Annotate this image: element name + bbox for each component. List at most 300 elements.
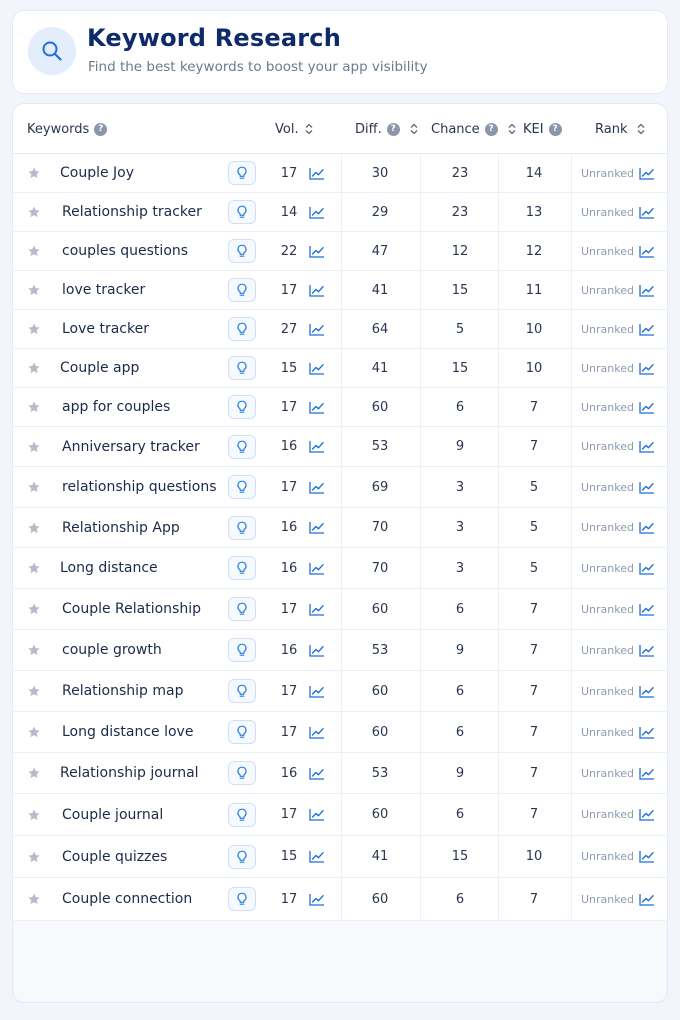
star-icon[interactable] xyxy=(27,878,41,920)
table-row[interactable] xyxy=(13,193,668,232)
rank-sort-icon[interactable] xyxy=(637,123,645,135)
kei-value: 7 xyxy=(529,891,539,907)
table-row[interactable] xyxy=(13,427,668,467)
lightbulb-icon[interactable] xyxy=(228,638,256,662)
column-divider xyxy=(420,671,421,711)
column-divider xyxy=(498,349,499,387)
column-kei[interactable] xyxy=(523,104,562,154)
column-divider xyxy=(498,232,499,270)
table-row[interactable] xyxy=(13,232,668,271)
column-divider xyxy=(498,836,499,877)
column-vol-label: Vol. xyxy=(275,121,299,137)
table-row[interactable] xyxy=(13,753,668,794)
column-divider xyxy=(498,271,499,309)
column-chance-label: Chance xyxy=(431,121,480,137)
vol-value: 16 xyxy=(280,642,298,658)
vol-value: 17 xyxy=(280,479,298,495)
table-row[interactable] xyxy=(13,349,668,388)
vol-value: 17 xyxy=(280,282,298,298)
keyword-text: relationship questions xyxy=(62,479,217,495)
column-divider xyxy=(571,467,572,507)
column-rank-label: Rank xyxy=(595,121,628,137)
lightbulb-icon[interactable] xyxy=(228,356,256,380)
column-divider xyxy=(420,388,421,426)
column-divider xyxy=(420,271,421,309)
column-divider xyxy=(571,427,572,466)
lightbulb-icon[interactable] xyxy=(228,845,256,869)
column-divider xyxy=(341,794,342,835)
star-icon[interactable] xyxy=(27,671,41,711)
table-row[interactable] xyxy=(13,836,668,878)
kei-value: 10 xyxy=(525,321,543,337)
column-divider xyxy=(341,193,342,231)
vol-chart-icon[interactable] xyxy=(309,310,325,348)
column-divider xyxy=(571,712,572,752)
keyword-text: Couple Joy xyxy=(60,165,135,181)
lightbulb-icon[interactable] xyxy=(228,278,256,302)
keyword-text: couple growth xyxy=(62,642,162,658)
rank-value: Unranked xyxy=(581,166,634,180)
vol-chart-icon[interactable] xyxy=(309,671,325,711)
column-divider xyxy=(420,349,421,387)
chance-value: 9 xyxy=(455,765,465,781)
star-icon[interactable] xyxy=(27,548,41,588)
vol-chart-icon[interactable] xyxy=(309,836,325,877)
star-icon[interactable] xyxy=(27,388,41,426)
chance-value: 6 xyxy=(455,807,465,822)
column-divider xyxy=(341,508,342,547)
rank-value: Unranked xyxy=(581,521,634,534)
keyword-text: Relationship App xyxy=(62,519,180,536)
lightbulb-icon[interactable] xyxy=(228,475,256,499)
keywords-help-icon[interactable]: ? xyxy=(94,123,107,136)
column-divider xyxy=(341,349,342,387)
table-row[interactable] xyxy=(13,467,668,508)
lightbulb-icon[interactable] xyxy=(228,556,256,580)
column-divider xyxy=(420,467,421,507)
column-divider xyxy=(498,508,499,547)
search-icon xyxy=(41,40,63,62)
column-kei-label: KEI xyxy=(523,121,544,137)
column-chance[interactable] xyxy=(431,104,516,154)
diff-value: 60 xyxy=(371,683,389,699)
table-row[interactable] xyxy=(13,310,668,349)
column-divider xyxy=(498,753,499,793)
lightbulb-icon[interactable] xyxy=(228,679,256,703)
table-row[interactable] xyxy=(13,508,668,548)
kei-value: 12 xyxy=(525,243,543,259)
vol-value: 16 xyxy=(280,439,298,454)
keyword-text: Couple quizzes xyxy=(62,848,168,865)
rank-chart-icon[interactable] xyxy=(639,794,655,835)
keyword-text: Relationship tracker xyxy=(62,204,202,220)
column-divider xyxy=(420,310,421,348)
star-icon[interactable] xyxy=(27,271,41,309)
column-divider xyxy=(498,467,499,507)
star-icon[interactable] xyxy=(27,232,41,270)
column-divider xyxy=(420,193,421,231)
vol-chart-icon[interactable] xyxy=(309,794,325,835)
vol-value: 16 xyxy=(280,560,298,576)
lightbulb-icon[interactable] xyxy=(228,516,256,540)
column-divider xyxy=(571,310,572,348)
rank-value: Unranked xyxy=(581,643,634,657)
lightbulb-icon[interactable] xyxy=(228,239,256,263)
rank-value: Unranked xyxy=(581,400,634,414)
column-divider xyxy=(420,427,421,466)
chance-value: 15 xyxy=(451,849,469,864)
vol-chart-icon[interactable] xyxy=(309,467,325,507)
lightbulb-icon[interactable] xyxy=(228,435,256,459)
column-divider xyxy=(420,878,421,920)
chance-value: 23 xyxy=(451,165,469,181)
chance-value: 6 xyxy=(455,891,465,907)
rank-chart-icon[interactable] xyxy=(639,154,655,192)
kei-value: 5 xyxy=(529,479,539,495)
column-divider xyxy=(571,232,572,270)
rank-chart-icon[interactable] xyxy=(639,388,655,426)
column-divider xyxy=(498,310,499,348)
star-icon[interactable] xyxy=(27,193,41,231)
vol-chart-icon[interactable] xyxy=(309,712,325,752)
page-subtitle: Find the best keywords to boost your app visibility xyxy=(88,59,428,75)
table-row[interactable] xyxy=(13,589,668,630)
kei-help-icon[interactable]: ? xyxy=(549,123,562,136)
column-divider xyxy=(341,548,342,588)
lightbulb-icon[interactable] xyxy=(228,720,256,744)
rank-value: Unranked xyxy=(581,602,634,616)
diff-value: 47 xyxy=(371,243,389,259)
column-divider xyxy=(341,753,342,793)
table-row[interactable] xyxy=(13,794,668,836)
kei-value: 13 xyxy=(525,204,543,220)
rank-chart-icon[interactable] xyxy=(639,548,655,588)
rank-chart-icon[interactable] xyxy=(639,836,655,877)
diff-value: 29 xyxy=(371,204,389,220)
vol-value: 17 xyxy=(280,724,298,740)
kei-value: 7 xyxy=(529,765,539,781)
rank-chart-icon[interactable] xyxy=(639,193,655,231)
kei-value: 7 xyxy=(529,683,539,699)
kei-value: 10 xyxy=(525,849,543,864)
column-divider xyxy=(571,508,572,547)
star-icon[interactable] xyxy=(27,712,41,752)
column-diff-label: Diff. xyxy=(355,121,382,137)
rank-chart-icon[interactable] xyxy=(639,232,655,270)
column-divider xyxy=(571,349,572,387)
lightbulb-icon[interactable] xyxy=(228,395,256,419)
chance-value: 3 xyxy=(455,520,465,535)
keyword-text: love tracker xyxy=(62,282,146,298)
vol-chart-icon[interactable] xyxy=(309,388,325,426)
column-divider xyxy=(341,427,342,466)
rank-chart-icon[interactable] xyxy=(639,878,655,920)
table-row[interactable] xyxy=(13,154,668,193)
column-divider xyxy=(498,878,499,920)
diff-sort-icon[interactable] xyxy=(410,123,418,135)
vol-sort-icon[interactable] xyxy=(305,123,313,135)
chance-value: 6 xyxy=(455,399,465,415)
keyword-text: Long distance love xyxy=(62,724,194,740)
vol-chart-icon[interactable] xyxy=(309,154,325,192)
kei-value: 7 xyxy=(529,807,539,822)
table-row[interactable] xyxy=(13,271,668,310)
column-divider xyxy=(420,589,421,629)
rank-chart-icon[interactable] xyxy=(639,671,655,711)
vol-chart-icon[interactable] xyxy=(309,630,325,670)
diff-help-icon[interactable]: ? xyxy=(387,123,400,136)
rank-chart-icon[interactable] xyxy=(639,589,655,629)
keyword-text: couples questions xyxy=(62,243,189,259)
star-icon[interactable] xyxy=(27,349,41,387)
star-icon[interactable] xyxy=(27,154,41,192)
chance-value: 15 xyxy=(451,360,469,376)
kei-value: 14 xyxy=(525,165,543,181)
column-divider xyxy=(341,154,342,192)
vol-value: 15 xyxy=(280,360,298,376)
rank-chart-icon[interactable] xyxy=(639,310,655,348)
star-icon[interactable] xyxy=(27,630,41,670)
column-divider xyxy=(420,753,421,793)
diff-value: 70 xyxy=(371,560,389,576)
keyword-text: app for couples xyxy=(62,399,171,415)
keyword-text: Long distance xyxy=(60,560,158,576)
table-row[interactable] xyxy=(13,878,668,921)
lightbulb-icon[interactable] xyxy=(228,161,256,185)
star-icon[interactable] xyxy=(27,589,41,629)
star-icon[interactable] xyxy=(27,753,41,793)
kei-value: 5 xyxy=(529,520,539,535)
star-icon[interactable] xyxy=(27,508,41,547)
rank-chart-icon[interactable] xyxy=(639,349,655,387)
rank-value: Unranked xyxy=(581,808,634,821)
column-divider xyxy=(341,467,342,507)
vol-value: 27 xyxy=(280,321,298,337)
diff-value: 41 xyxy=(371,849,389,864)
kei-value: 11 xyxy=(525,282,543,298)
chance-value: 6 xyxy=(455,683,465,699)
keyword-text: Couple app xyxy=(60,360,140,376)
chance-value: 5 xyxy=(455,321,465,337)
kei-value: 7 xyxy=(529,601,539,617)
table-header xyxy=(13,104,668,154)
column-divider xyxy=(420,232,421,270)
column-divider xyxy=(571,878,572,920)
rank-value: Unranked xyxy=(581,561,634,575)
vol-value: 16 xyxy=(280,765,298,781)
vol-value: 14 xyxy=(280,204,298,220)
table-row[interactable] xyxy=(13,712,668,753)
column-divider xyxy=(341,836,342,877)
vol-value: 15 xyxy=(280,849,298,864)
column-keywords xyxy=(27,104,107,154)
column-divider xyxy=(498,548,499,588)
lightbulb-icon[interactable] xyxy=(228,200,256,224)
vol-chart-icon[interactable] xyxy=(309,349,325,387)
chance-help-icon[interactable]: ? xyxy=(485,123,498,136)
column-divider xyxy=(498,427,499,466)
column-divider xyxy=(498,712,499,752)
kei-value: 5 xyxy=(529,560,539,576)
search-icon-badge xyxy=(28,27,76,75)
keyword-text: Relationship journal xyxy=(60,765,199,781)
column-divider xyxy=(498,671,499,711)
rank-chart-icon[interactable] xyxy=(639,753,655,793)
diff-value: 60 xyxy=(371,724,389,740)
column-divider xyxy=(498,154,499,192)
keyword-table xyxy=(12,103,668,1003)
rank-chart-icon[interactable] xyxy=(639,712,655,752)
vol-value: 16 xyxy=(280,520,298,535)
column-rank[interactable] xyxy=(595,104,645,154)
kei-value: 7 xyxy=(529,439,539,454)
vol-value: 17 xyxy=(280,807,298,822)
chance-value: 3 xyxy=(455,479,465,495)
column-divider xyxy=(498,630,499,670)
vol-value: 17 xyxy=(280,165,298,181)
rank-value: Unranked xyxy=(581,480,634,494)
rank-chart-icon[interactable] xyxy=(639,508,655,547)
vol-chart-icon[interactable] xyxy=(309,548,325,588)
vol-chart-icon[interactable] xyxy=(309,753,325,793)
vol-chart-icon[interactable] xyxy=(309,589,325,629)
page-title: Keyword Research xyxy=(87,24,341,52)
column-divider xyxy=(420,712,421,752)
column-divider xyxy=(341,388,342,426)
rank-chart-icon[interactable] xyxy=(639,467,655,507)
rank-value: Unranked xyxy=(581,684,634,698)
header-card xyxy=(12,10,668,94)
vol-chart-icon[interactable] xyxy=(309,271,325,309)
chance-sort-icon[interactable] xyxy=(508,123,516,135)
diff-value: 53 xyxy=(371,642,389,658)
rank-value: Unranked xyxy=(581,850,634,863)
keyword-text: Anniversary tracker xyxy=(62,438,200,455)
rank-chart-icon[interactable] xyxy=(639,427,655,466)
rank-value: Unranked xyxy=(581,322,634,336)
star-icon[interactable] xyxy=(27,836,41,877)
table-row[interactable] xyxy=(13,671,668,712)
chance-value: 9 xyxy=(455,642,465,658)
column-divider xyxy=(341,712,342,752)
column-divider xyxy=(571,271,572,309)
rank-chart-icon[interactable] xyxy=(639,630,655,670)
diff-value: 70 xyxy=(371,520,389,535)
vol-chart-icon[interactable] xyxy=(309,878,325,920)
rank-value: Unranked xyxy=(581,244,634,258)
diff-value: 60 xyxy=(371,601,389,617)
table-row[interactable] xyxy=(13,630,668,671)
column-divider xyxy=(571,630,572,670)
column-divider xyxy=(341,878,342,920)
vol-chart-icon[interactable] xyxy=(309,508,325,547)
rank-chart-icon[interactable] xyxy=(639,271,655,309)
rank-value: Unranked xyxy=(581,725,634,739)
vol-value: 17 xyxy=(280,891,298,907)
column-divider xyxy=(498,794,499,835)
rank-value: Unranked xyxy=(581,283,634,297)
lightbulb-icon[interactable] xyxy=(228,887,256,911)
chance-value: 23 xyxy=(451,204,469,220)
column-divider xyxy=(498,388,499,426)
diff-value: 41 xyxy=(371,282,389,298)
diff-value: 30 xyxy=(371,165,389,181)
vol-chart-icon[interactable] xyxy=(309,427,325,466)
chance-value: 9 xyxy=(455,439,465,454)
column-divider xyxy=(571,193,572,231)
vol-value: 17 xyxy=(280,399,298,415)
column-divider xyxy=(571,388,572,426)
column-divider xyxy=(498,193,499,231)
diff-value: 69 xyxy=(371,479,389,495)
column-divider xyxy=(420,154,421,192)
column-divider xyxy=(571,671,572,711)
chance-value: 6 xyxy=(455,601,465,617)
rank-value: Unranked xyxy=(581,205,634,219)
column-divider xyxy=(420,508,421,547)
diff-value: 60 xyxy=(371,891,389,907)
keyword-text: Love tracker xyxy=(62,321,149,337)
keyword-text: Couple connection xyxy=(62,891,193,907)
diff-value: 53 xyxy=(371,765,389,781)
vol-chart-icon[interactable] xyxy=(309,232,325,270)
column-divider xyxy=(571,794,572,835)
column-vol[interactable] xyxy=(275,104,313,154)
diff-value: 60 xyxy=(371,399,389,415)
diff-value: 64 xyxy=(371,321,389,337)
column-divider xyxy=(420,794,421,835)
lightbulb-icon[interactable] xyxy=(228,597,256,621)
rank-value: Unranked xyxy=(581,892,634,906)
star-icon[interactable] xyxy=(27,467,41,507)
column-divider xyxy=(341,271,342,309)
lightbulb-icon[interactable] xyxy=(228,803,256,827)
keyword-text: Couple Relationship xyxy=(62,601,201,617)
star-icon[interactable] xyxy=(27,794,41,835)
keyword-text: Couple journal xyxy=(62,806,164,823)
chance-value: 6 xyxy=(455,724,465,740)
column-divider xyxy=(341,671,342,711)
lightbulb-icon[interactable] xyxy=(228,761,256,785)
column-divider xyxy=(571,836,572,877)
column-divider xyxy=(341,589,342,629)
column-divider xyxy=(571,154,572,192)
column-divider xyxy=(498,589,499,629)
diff-value: 53 xyxy=(371,439,389,454)
column-divider xyxy=(420,836,421,877)
kei-value: 7 xyxy=(529,724,539,740)
column-keywords-label: Keywords xyxy=(27,121,90,137)
star-icon[interactable] xyxy=(27,427,41,466)
column-divider xyxy=(571,589,572,629)
vol-value: 22 xyxy=(280,243,298,259)
table-row[interactable] xyxy=(13,388,668,427)
column-diff[interactable] xyxy=(355,104,418,154)
table-row[interactable] xyxy=(13,548,668,589)
diff-value: 60 xyxy=(371,807,389,822)
rank-value: Unranked xyxy=(581,440,634,453)
rank-value: Unranked xyxy=(581,361,634,375)
star-icon[interactable] xyxy=(27,310,41,348)
diff-value: 41 xyxy=(371,360,389,376)
column-divider xyxy=(571,548,572,588)
column-divider xyxy=(571,753,572,793)
lightbulb-icon[interactable] xyxy=(228,317,256,341)
vol-chart-icon[interactable] xyxy=(309,193,325,231)
column-divider xyxy=(341,630,342,670)
vol-value: 17 xyxy=(280,601,298,617)
kei-value: 7 xyxy=(529,399,539,415)
